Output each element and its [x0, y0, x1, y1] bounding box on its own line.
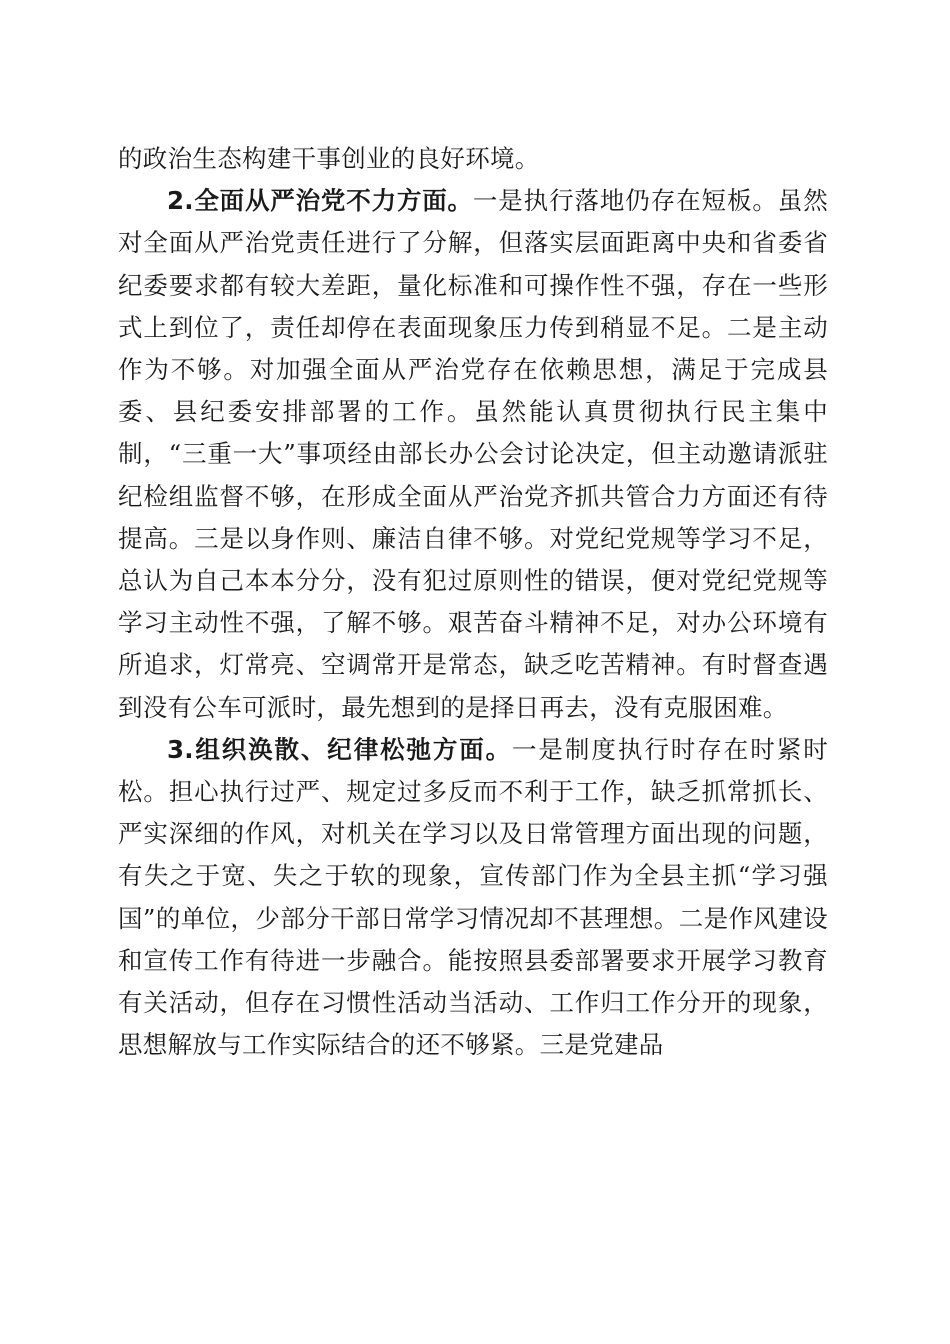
- paragraph-text: 一是执行落地仍存在短板。虽然对全面从严治党责任进行了分解，但落实层面距离中央和省委省纪委要求都有较大差距，量化标准和可操作性不强，存在一些形式上到位了，责任却停在表面现象压力传到稍显不足。二是主动作为不够。对加强全面从严治党存在依赖思想，满足于完成县委、县纪委安排部署的工作。虽然能认真贯彻执行民主集中制，“三重一大”事项经由部长办公会讨论决定，但主动邀请派驻纪检组监督不够，在形成全面从严治党齐抓共管合力方面还有待提高。三是以身作则、廉洁自律不够。对党纪党规等学习不足，总认为自己本本分分，没有犯过原则性的错误，便对党纪党规等学习主动性不强，了解不够。艰苦奋斗精神不足，对办公环境有所追求，灯常亮、空调常开是常态，缺乏吃苦精神。有时督查遇到没有公车可派时，最先想到的是择日再去，没有克服困难。: [118, 186, 829, 722]
- paragraph-section-2: [118, 180, 828, 729]
- paragraph-continuation: [118, 138, 828, 180]
- section-heading: 2.全面从严治党不力方面。: [167, 186, 473, 216]
- document-body: [118, 138, 828, 1066]
- paragraph-text: 的政治生态构建干事创业的良好环境。: [118, 144, 540, 173]
- section-heading: 3.组织涣散、纪律松弛方面。: [167, 734, 512, 764]
- paragraph-section-3: [118, 729, 828, 1067]
- paragraph-text: 一是制度执行时存在时紧时松。担心执行过严、规定过多反而不利于工作，缺乏抓常抓长、严实深细的作风，对机关在学习以及日常管理方面出现的问题，有失之于宽、失之于软的现象，宣传部门作为全县主抓“学习强国”的单位，少部分干部日常学习情况却不甚理想。二是作风建设和宣传工作有待进一步融合。能按照县委部署要求开展学习教育有关活动，但存在习惯性活动当活动、工作归工作分开的现象，思想解放与工作实际结合的还不够紧。三是党建品: [118, 734, 828, 1060]
